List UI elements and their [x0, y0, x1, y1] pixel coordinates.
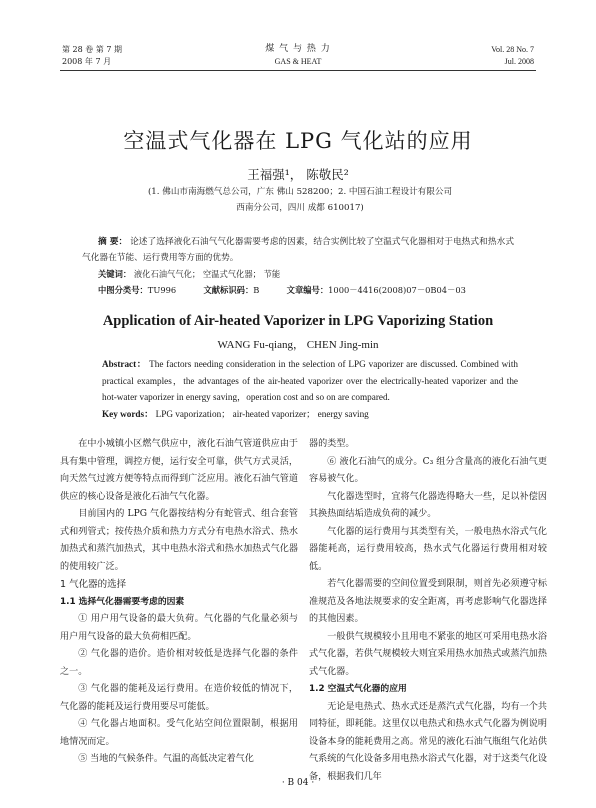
header-rule: [60, 70, 536, 71]
affiliation-line-2: 西南分公司，四川 成都 610017): [236, 203, 364, 213]
abstract-en: [102, 356, 518, 406]
body-paragraph: 无论是电热式、热水式还是蒸汽式气化器，均有一个共同特征，即耗能。这里仅以电热式和热水式气化器为例说明设备本身的能耗费用之高。常见的液化石油气瓶组气化站供气系统的气化设备多用电热水浴式气化器，对于这类气化设备，根据我们几年: [309, 701, 547, 782]
body-paragraph: 气化器选型时，宜将气化器选得略大一些，足以补偿因其换热面结垢造成负荷的减少。: [309, 491, 547, 519]
journal-volume: 第 28 卷 第 7 期: [62, 45, 122, 54]
keywords-en: [102, 406, 518, 423]
journal-date-en: Jul. 2008: [504, 57, 534, 66]
abstract-en-label: Abstract：: [102, 359, 147, 369]
keywords-cn: [98, 266, 280, 282]
subsection-heading: 1.2 空温式气化器的应用: [309, 684, 407, 694]
journal-name-cn: 煤 气 与 热 力: [265, 44, 331, 54]
abstract-en-text: The factors needing consideration in the selection of LPG vaporizer are discussed. Combined with practical examples，the advantages of the air-heated vaporizer over the electrically-heated vaporizer and the hot-water vaporizer in energy saving，operation cost and so on are compared.: [102, 359, 518, 402]
abstract-text: 论述了选择液化石油气气化器需要考虑的因素，结合实例比较了空温式气化器相对于电热式和热水式气化器在节能、运行费用等方面的优势。: [82, 237, 515, 263]
body-paragraph: ② 气化器的造价。造价相对较低是选择气化器的条件之一。: [60, 649, 298, 677]
body-paragraph: ① 用户用气设备的最大负荷。气化器的气化量必须与用户用气设备的最大负荷相匹配。: [60, 614, 298, 642]
body-column-left: [60, 436, 298, 769]
keywords-en-text: LPG vaporization； air-heated vaporizer； energy saving: [155, 409, 369, 419]
body-paragraph: 气化器的运行费用与其类型有关，一般电热水浴式气化器能耗高，运行费用较高，热水式气化器运行费用相对较低。: [309, 526, 547, 572]
journal-volume-en: Vol. 28 No. 7: [491, 45, 534, 54]
body-paragraph: 一般供气规模较小且用电不紧张的地区可采用电热水浴式气化器，若供气规模较大则宜采用热水加热式或蒸汽加热式气化器。: [309, 631, 547, 677]
paper-title: 空温式气化器在 LPG 气化站的应用: [123, 129, 473, 153]
body-paragraph: 若气化器需要的空间位置受到限制，则首先必须遵守标准规范及各地法规要求的安全距离，再考虑影响气化器选择的其他因素。: [309, 579, 547, 624]
body-paragraph: 在中小城镇小区燃气供应中，液化石油气管道供应由于具有集中管理，调控方便，运行安全可靠，供气方式灵活，向天然气过渡方便等特点而得到广泛应用。液化石油气管道供应的核心设备是液化石油气气化器。: [60, 439, 298, 502]
body-paragraph: 目前国内的 LPG 气化器按结构分有蛇管式、组合套管式和列管式；按传热介质和热力方式分有电热水浴式、热水加热式和蒸汽加热式，其中电热水浴式和热水加热式气化器的使用较广泛。: [60, 509, 298, 572]
article-no-label: 文章编号：: [286, 285, 329, 295]
body-paragraph: ⑥ 液化石油气的成分。C₃ 组分含量高的液化石油气更容易被气化。: [309, 456, 547, 484]
doc-code-value: B: [253, 285, 260, 295]
body-paragraph: ④ 气化器占地面积。受气化站空间位置限制，根据用地情况而定。: [60, 719, 298, 747]
clc-value: TU996: [147, 285, 177, 295]
journal-name-en: GAS & HEAT: [274, 57, 322, 66]
body-paragraph: 器的类型。: [309, 439, 355, 449]
keywords-text: 液化石油气气化； 空温式气化器； 节能: [133, 269, 281, 279]
english-title: Application of Air-heated Vaporizer in LPG Vaporizing Station: [102, 313, 494, 329]
abstract-label: 摘 要：: [98, 237, 128, 247]
english-authors: WANG Fu-qiang， CHEN Jing-min: [217, 339, 379, 351]
page-number: · B 04 ·: [281, 778, 315, 788]
affiliation-line-1: (1. 佛山市南海燃气总公司，广东 佛山 528200；2. 中国石油工程设计有限公司: [147, 187, 453, 197]
journal-date: 2008 年 7 月: [62, 57, 112, 66]
body-paragraph: ⑤ 当地的气候条件。气温的高低决定着气化: [78, 754, 254, 764]
article-no-value: 1000－4416(2008)07－0B04－03: [328, 285, 466, 295]
abstract-cn: [82, 234, 514, 266]
body-column-right: [309, 436, 547, 786]
subsection-heading: 1.1 选择气化器需要考虑的因素: [60, 596, 185, 607]
classification-line: [98, 282, 518, 298]
clc-label: 中图分类号：: [98, 285, 148, 295]
keywords-en-label: Key words：: [102, 409, 154, 419]
doc-code-label: 文献标识码：: [203, 285, 254, 295]
section-heading: 1 气化器的选择: [60, 579, 127, 590]
keywords-label: 关键词：: [98, 269, 132, 279]
paper-authors: 王福强¹， 陈敬民²: [247, 167, 349, 182]
body-paragraph: ③ 气化器的能耗及运行费用。在造价较低的情况下，气化器的能耗及运行费用要尽可能低。: [60, 684, 298, 712]
